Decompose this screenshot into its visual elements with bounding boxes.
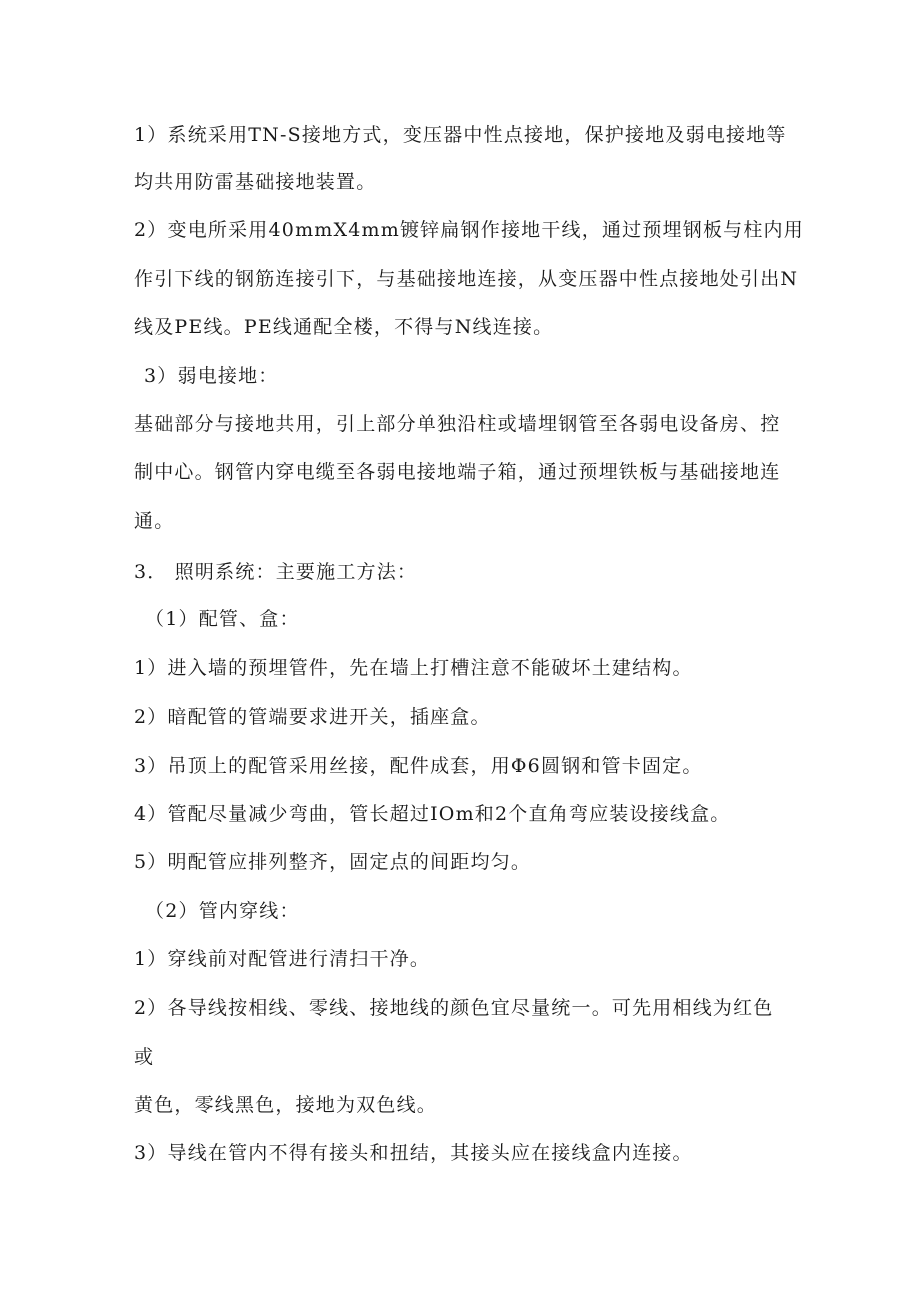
grounding-method-line-1: 1）系统采用TN-S接地方式，变压器中性点接地，保护接地及弱电接地等 xyxy=(134,124,787,146)
conduit-item-1: 1）进入墙的预埋管件，先在墙上打槽注意不能破坏土建结构。 xyxy=(134,657,693,679)
weak-current-ground-line-3: 通。 xyxy=(134,510,175,532)
conduit-item-5: 5）明配管应排列整齐，固定点的间距均匀。 xyxy=(134,851,532,873)
weak-current-ground-line-1: 基础部分与接地共用，引上部分单独沿柱或墙埋钢管至各弱电设备房、控 xyxy=(134,413,781,435)
wire-threading-item-1: 1）穿线前对配管进行清扫干净。 xyxy=(134,948,431,970)
wire-threading-item-3: 3）导线在管内不得有接头和扭结，其接头应在接线盒内连接。 xyxy=(134,1142,693,1164)
substation-ground-line-3: 线及PE线。PE线通配全楼，不得与N线连接。 xyxy=(134,316,554,338)
conduit-box-subheading: （1）配管、盒： xyxy=(145,608,300,630)
substation-ground-line-2: 作引下线的钢筋连接引下，与基础接地连接，从变压器中性点接地处引出N xyxy=(134,268,799,290)
conduit-item-2: 2）暗配管的管端要求进开关，插座盒。 xyxy=(134,706,491,728)
wire-threading-item-2-line-3: 黄色，零线黑色，接地为双色线。 xyxy=(134,1094,438,1116)
conduit-item-3: 3）吊顶上的配管采用丝接，配件成套，用Φ6圆钢和管卡固定。 xyxy=(134,755,703,777)
weak-current-ground-heading: 3）弱电接地： xyxy=(144,365,279,387)
weak-current-ground-line-2: 制中心。钢管内穿电缆至各弱电接地端子箱，通过预埋铁板与基础接地连 xyxy=(134,461,781,483)
lighting-system-heading: 3． 照明系统：主要施工方法： xyxy=(134,561,418,583)
conduit-item-4: 4）管配尽量减少弯曲，管长超过IOm和2个直角弯应装设接线盒。 xyxy=(134,803,731,825)
wire-threading-item-2-line-1: 2）各导线按相线、零线、接地线的颜色宜尽量统一。可先用相线为红色 xyxy=(134,997,774,1019)
wire-threading-subheading: （2）管内穿线： xyxy=(145,900,300,922)
substation-ground-line-1: 2）变电所采用40mmX4mm镀锌扁钢作接地干线，通过预埋钢板与柱内用 xyxy=(134,219,804,241)
wire-threading-item-2-line-2: 或 xyxy=(134,1046,155,1068)
grounding-method-line-2: 均共用防雷基础接地装置。 xyxy=(134,171,377,193)
